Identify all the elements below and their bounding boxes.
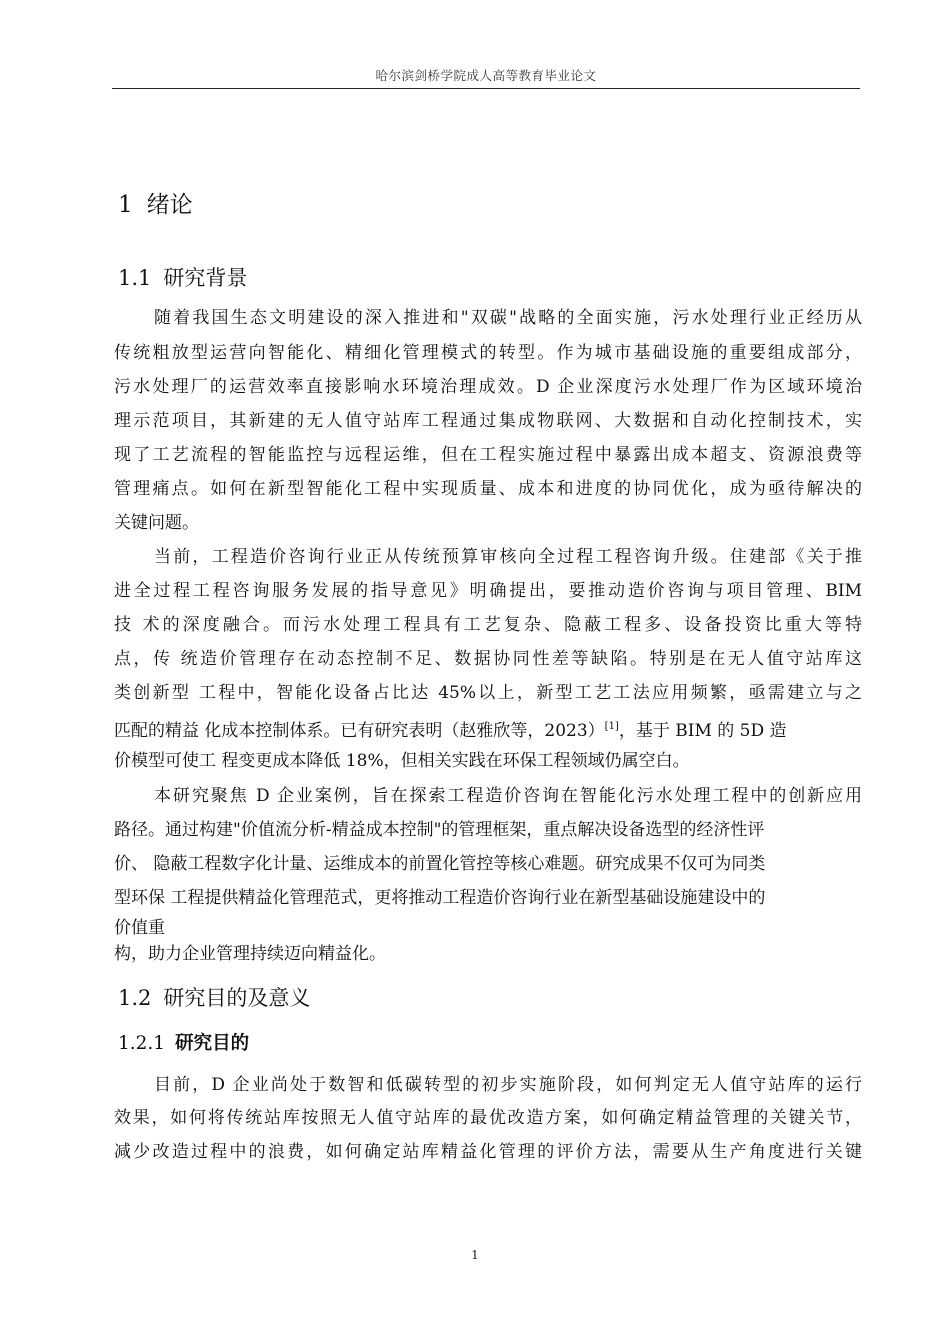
- paragraph-line: 效果，如何将传统站库按照无人值守站库的最优改造方案，如何确定精益管理的关键关节，: [114, 1108, 862, 1128]
- paragraph-line: 价模型可使工 程变更成本降低 18%，但相关实践在环保工程领域仍属空白。: [114, 751, 690, 771]
- paragraph-line: 类创新型 工程中，智能化设备占比达 45%以上，新型工艺工法应用频繁，亟需建立与之: [114, 683, 862, 703]
- paragraph-line: 传统粗放型运营向智能化、精细化管理模式的转型。作为城市基础设施的重要组成部分，: [114, 343, 862, 363]
- paragraph-line: 理示范项目，其新建的无人值守站库工程通过集成物联网、大数据和自动化控制技术，实: [114, 411, 862, 431]
- chapter-title-text: 绪论: [146, 192, 193, 218]
- paragraph-line: 管理痛点。如何在新型智能化工程中实现质量、成本和进度的协同优化，成为亟待解决的: [114, 479, 862, 499]
- paragraph-line: 进全过程工程咨询服务发展的指导意见》明确提出，要推动造价咨询与项目管理、BIM: [114, 581, 862, 601]
- paragraph-line: 关键问题。: [114, 513, 199, 533]
- paragraph-line: 构，助力企业管理持续迈向精益化。: [114, 944, 386, 964]
- paragraph-line-with-citation: [114, 717, 862, 741]
- subsection-number: 1.2.1: [118, 1033, 166, 1054]
- section-number: 1.1: [118, 266, 152, 290]
- section-title-1-2: [118, 982, 310, 1012]
- paragraph-text: 匹配的精益 化成本控制体系。已有研究表明（赵雅欣等，2023）: [114, 721, 605, 741]
- header-rule: [112, 88, 860, 89]
- paragraph-line: 随着我国生态文明建设的深入推进和"双碳"战略的全面实施，污水处理行业正经历从: [154, 308, 862, 328]
- paragraph-line: 目前，D 企业尚处于数智和低碳转型的初步实施阶段，如何判定无人值守站库的运行: [154, 1075, 862, 1095]
- paragraph-line: 减少改造过程中的浪费，如何确定站库精益化管理的评价方法，需要从生产角度进行关键: [114, 1142, 862, 1162]
- paragraph-line: 价、 隐蔽工程数字化计量、运维成本的前置化管控等核心难题。研究成果不仅可为同类: [114, 854, 766, 874]
- paragraph-line: 现了工艺流程的智能监控与远程运维，但在工程实施过程中暴露出成本超支、资源浪费等: [114, 445, 862, 465]
- subsection-title-text: 研究目的: [175, 1033, 250, 1054]
- subsection-title-1-2-1: [118, 1029, 249, 1055]
- paragraph-line: 本研究聚焦 D 企业案例，旨在探索工程造价咨询在智能化污水处理工程中的创新应用: [154, 786, 862, 806]
- paragraph-text: ，基于 BIM 的 5D 造: [618, 721, 787, 741]
- paragraph-line: 路径。通过构建"价值流分析-精益成本控制"的管理框架，重点解决设备选型的经济性评: [114, 820, 765, 840]
- chapter-number: 1: [118, 192, 133, 218]
- section-title-text: 研究目的及意义: [163, 986, 311, 1010]
- section-title-1-1: [118, 262, 247, 292]
- paragraph-line: 型环保 工程提供精益化管理范式，更将推动工程造价咨询行业在新型基础设施建设中的: [114, 888, 766, 908]
- section-number: 1.2: [118, 986, 152, 1010]
- section-title-text: 研究背景: [163, 266, 248, 290]
- chapter-title: [118, 186, 193, 219]
- paragraph-line: 点，传 统造价管理存在动态控制不足、数据协同性差等缺陷。特别是在无人值守站库这: [114, 649, 862, 669]
- page-number: 1: [471, 1248, 479, 1262]
- paragraph-line: 当前，工程造价咨询行业正从传统预算审核向全过程工程咨询升级。住建部《关于推: [154, 547, 862, 567]
- paragraph-line: 污水处理厂的运营效率直接影响水环境治理成效。D 企业深度污水处理厂作为区域环境治: [114, 377, 862, 397]
- paragraph-line: 价值重: [114, 918, 165, 938]
- running-header: 哈尔滨剑桥学院成人高等教育毕业论文: [375, 68, 597, 83]
- citation-ref[interactable]: [1]: [604, 721, 619, 732]
- paragraph-line: 技 术的深度融合。而污水处理工程具有工艺复杂、隐蔽工程多、设备投资比重大等特: [114, 615, 862, 635]
